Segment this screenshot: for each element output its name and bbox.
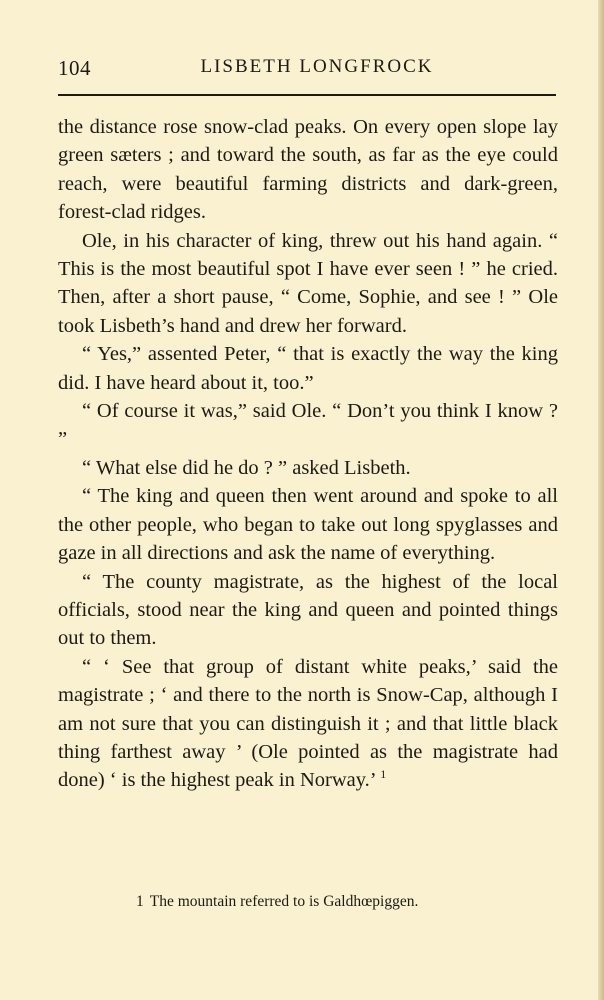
footnote-text: The mountain referred to is Galdhœpiggen. xyxy=(149,893,419,910)
paragraph: “ Of course it was,” said Ole. “ Don’t you think I know ? ” xyxy=(58,400,558,451)
footnote xyxy=(58,892,558,912)
paragraph-text: “ ‘ See that group of distant white peaks,’ said the magistrate ; ‘ and there to the north is Snow-Cap, although I am not sure that you can distinguish it ; and that little black thing farthest away ’ (Ole pointed as the magistrate had done) ‘ is the highest peak in Norway.’ xyxy=(58,655,558,792)
body-text xyxy=(58,113,558,795)
paragraph: the distance rose snow-clad peaks. On every open slope lay green sæters ; and toward the south, as far as the eye could reach, were beautiful farming districts and dark-green, forest-clad ridges. xyxy=(58,116,558,224)
page-header xyxy=(58,56,556,86)
paragraph: “ What else did he do ? ” asked Lisbeth. xyxy=(82,456,411,479)
paragraph: “ Yes,” assented Peter, “ that is exactly the way the king did. I have heard about it, too.” xyxy=(58,343,558,394)
footnote-reference: 1 xyxy=(380,767,387,782)
footnote-marker: 1 xyxy=(136,893,144,910)
paragraph: “ The king and queen then went around and spoke to all the other people, who began to take out long spyglasses and gaze in all directions and ask the name of everything. xyxy=(58,485,558,565)
header-rule xyxy=(58,94,556,96)
paragraph: Ole, in his character of king, threw out his hand again. “ This is the most beautiful spot I have ever seen ! ” he cried. Then, after a short pause, “ Come, Sophie, and see ! ” Ole took Lisbeth’s hand and drew her forward. xyxy=(58,229,558,337)
paragraph-with-footnote xyxy=(58,653,558,795)
paragraph: “ The county magistrate, as the highest of the local officials, stood near the king and queen and pointed things out to them. xyxy=(58,570,558,650)
running-title: LISBETH LONGFROCK xyxy=(200,56,434,77)
page-edge xyxy=(598,0,604,1000)
page-number: 104 xyxy=(58,56,91,80)
